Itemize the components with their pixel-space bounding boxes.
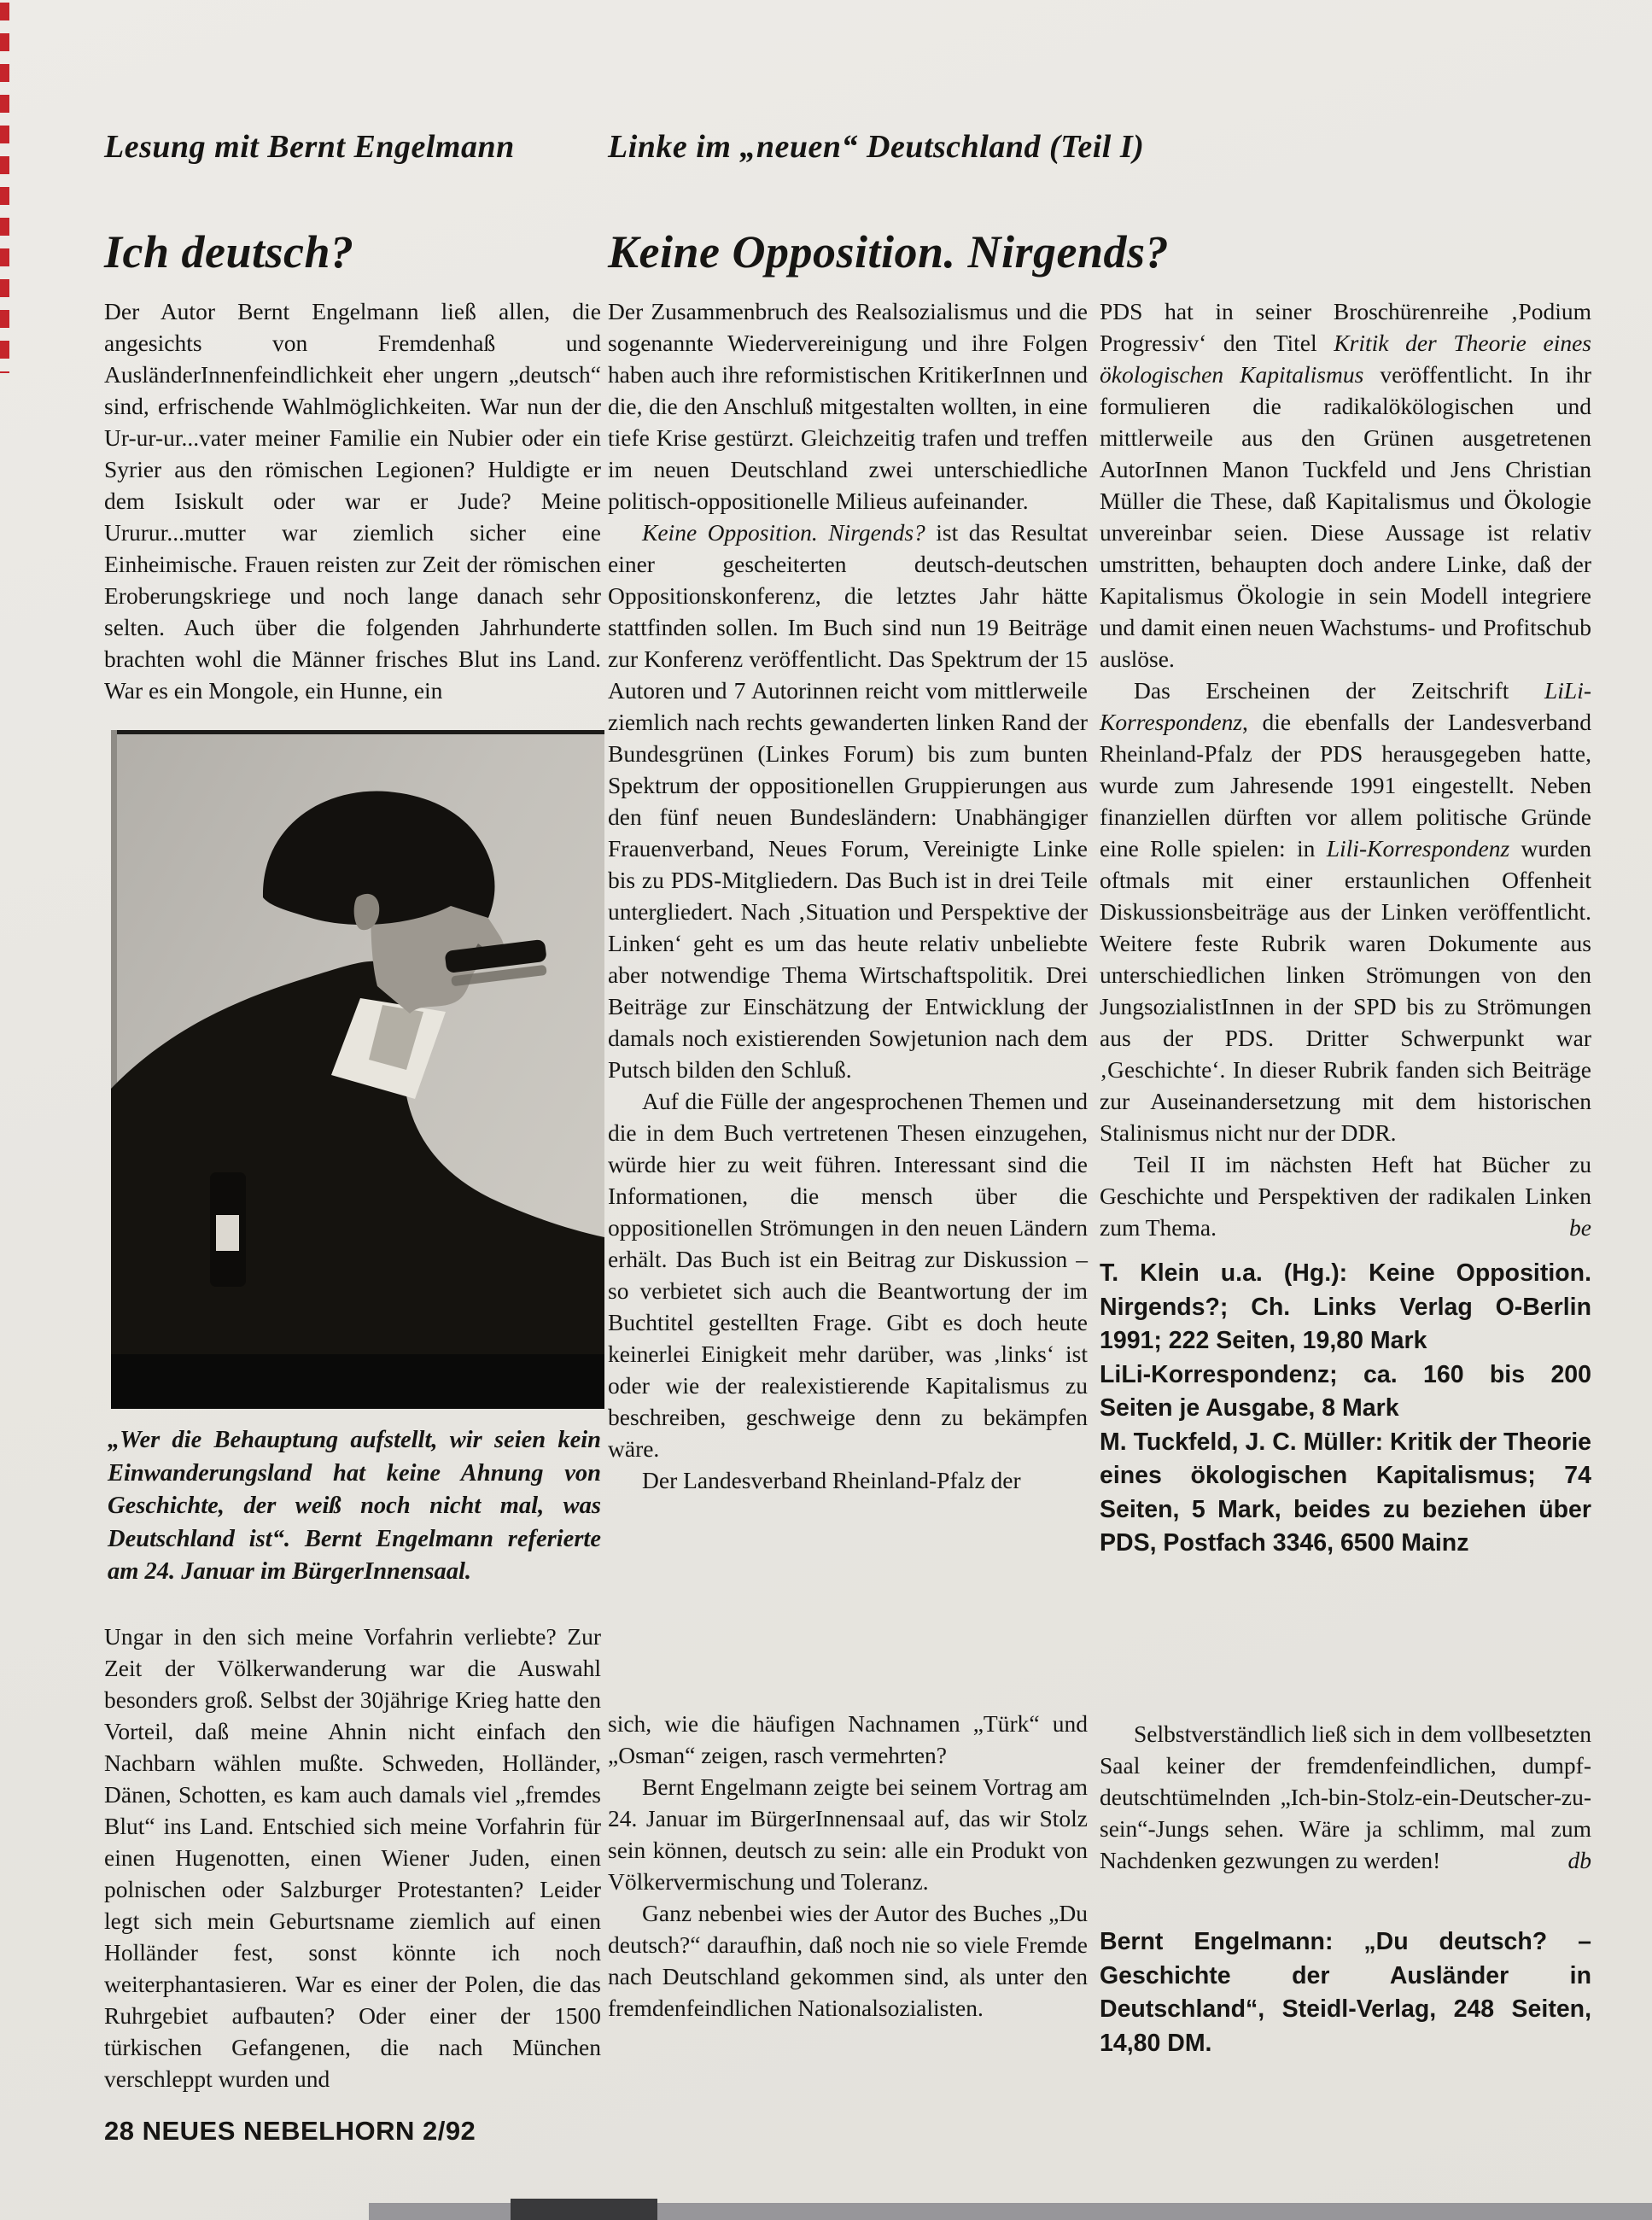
- text-run: wurden oftmals mit einer erstaunlichen Offenheit Diskussionsbeiträge aus der Linken veröffentlicht. Weitere feste Rubrik waren Dokumente aus unterschiedlichen linken Strömungen von den JungsozialistInnen in der SPD bis zu Strömungen aus der PDS. Dritter Schwerpunkt war ‚Geschichte‘. In dieser Rubrik fanden sich Beiträge zur Auseinandersetzung mit dem historischen Stalinismus nicht nur der DDR.: [1100, 835, 1591, 1146]
- italic-text-run: LiLi-Korrespondenz: [1100, 677, 1591, 735]
- registration-marks: [0, 3, 9, 373]
- book-info-block-2: [1100, 1925, 1591, 2060]
- paragraph: [1100, 675, 1591, 1148]
- paragraph: [608, 1085, 1088, 1464]
- paragraph: [1100, 1426, 1591, 1561]
- page-footer: 28 NEUES NEBELHORN 2/92: [104, 2116, 476, 2146]
- column-3: [1100, 295, 1591, 1561]
- paragraph: [608, 1771, 1088, 1897]
- text-run: Auf die Fülle der angesprochenen Themen und die in dem Buch vertretenen Thesen einzugehen, würde hier zu weit führen. Interessant sind die Informationen, die mensch über die oppositionellen Strömungen in den neuen Ländern erhält. Das Buch ist ein Beitrag zur Diskussion – so verbietet sich auch die Beantwortung der im Buchtitel gestellten Frage. Gibt es doch heute keinerlei Einigkeit mehr darüber, was ‚links‘ ist oder wie der realexistierende Kapitalismus zu beschreiben, geschweige denn zu bekämpfen wäre.: [608, 1088, 1088, 1462]
- kicker-left: Lesung mit Bernt Engelmann: [104, 129, 515, 165]
- paragraph: [104, 295, 601, 706]
- text-run: PDS hat in seiner Broschürenreihe ‚Podium Progressiv‘ den Titel: [1100, 298, 1591, 356]
- text-run: Selbstverständlich ließ sich in dem vollbesetzten Saal keiner der fremdenfeindlichen, dumpf-deutschtümelnden „Ich-bin-Stolz-ein-Deutscher-zu-sein“-Jungs sehen. Wäre ja schlimm, mal zum Nachdenken gezwungen zu werden!: [1100, 1720, 1591, 1873]
- column-1-top: [104, 295, 601, 706]
- article-title-right: Keine Opposition. Nirgends?: [608, 226, 1170, 278]
- italic-text-run: Lili-Korrespondenz: [1326, 835, 1510, 862]
- paragraph: [104, 1621, 601, 2094]
- photo-caption: [108, 1424, 601, 1589]
- column-3-bottom-text: [1100, 1718, 1591, 1876]
- text-run: , die ebenfalls der Landesverband Rheinland-Pfalz der PDS herausgegeben hatte, wurde zum Jahresende 1991 eingestellt. Neben finanziellen dürften vor allem politische Gründe eine Rolle spielen: in: [1100, 709, 1591, 862]
- text-run: T. Klein u.a. (Hg.): Keine Opposition. Nirgends?; Ch. Links Verlag O-Berlin 1991; 222 Seiten, 19,80 Mark: [1100, 1259, 1591, 1354]
- paragraph: [608, 1464, 1088, 1496]
- text-run: M. Tuckfeld, J. C. Müller: Kritik der Theorie eines ökologischen Kapitalismus; 74 Seiten, 5 Mark, beides zu beziehen über PDS, Postfach 3346, 6500 Mainz: [1100, 1428, 1591, 1557]
- paragraph: [1100, 1257, 1591, 1358]
- column-2-top: [608, 295, 1088, 1496]
- paragraph: [608, 295, 1088, 517]
- text-run: ist das Resultat einer gescheiterten deutsch-deutschen Oppositionskonferenz, die letztes Jahr hätte stattfinden sollen. Im Buch sind nun 19 Beiträge zur Konferenz veröffentlicht. Das Spektrum der 15 Autoren und 7 Autorinnen reicht vom mittlerweile ziemlich nach rechts gewanderten linken Rand der Bundesgrünen (Linkes Forum) bis zum bunten Spektrum der oppositionellen Gruppierungen aus den fünf neuen Bundesländern: Unabhängiger Frauenverband, Neues Forum, Vereinigte Linke bis zu PDS-Mitgliedern. Das Buch ist in drei Teile untergliedert. Nach ‚Situation und Perspektive der Linken‘ geht es um das heute relativ unbeliebte aber notwendige Thema Wirtschaftspolitik. Drei Beiträge zur Einschätzung der Entwicklung der damals noch existierenden Sowjetunion nach dem Putsch bilden den Schluß.: [608, 519, 1088, 1083]
- column-3-bottom: [1100, 1718, 1591, 2060]
- text-run: LiLi-Korrespondenz; ca. 160 bis 200 Seiten je Ausgabe, 8 Mark: [1100, 1360, 1591, 1422]
- text-run: Ganz nebenbei wies der Autor des Buches „Du deutsch?“ daraufhin, daß noch nie so viele Fremde nach Deutschland gekommen sind, als unter den fremdenfeindlichen Nationalsozialisten.: [608, 1900, 1088, 2021]
- text-run: Bernt Engelmann: „Du deutsch? – Geschichte der Ausländer in Deutschland“, Steidl-Verlag, 248 Seiten, 14,80 DM.: [1100, 1928, 1591, 2057]
- paragraph: [608, 1708, 1088, 1771]
- italic-text-run: Keine Opposition. Nirgends?: [642, 519, 925, 546]
- paragraph: [608, 1897, 1088, 2024]
- text-run: sich, wie die häufigen Nachnamen „Türk“ und „Osman“ zeigen, rasch vermehrten?: [608, 1710, 1088, 1768]
- text-run: Ungar in den sich meine Vorfahrin verliebte? Zur Zeit der Völkerwanderung war die Auswahl besonders groß. Selbst der 30jährige Krieg hatte den Vorteil, daß meine Ahnin nicht einfach den Nachbarn wählen mußte. Schweden, Holländer, Dänen, Schotten, es kam auch damals viel „fremdes Blut“ ins Land. Entschied sich meine Vorfahrin für einen Hugenotten, einen Wiener Juden, einen polnischen oder Salzburger Protestanten? Leider legt sich mein Geburtsname ziemlich auf einen Holländer fest, sonst könnte ich noch weiterphantasieren. War es einer der Polen, die das Ruhrgebiet aufbauten? Oder einer der 1500 türkischen Gefangenen, die nach München verschleppt wurden und: [104, 1623, 601, 2092]
- kicker-right: Linke im „neuen“ Deutschland (Teil I): [608, 129, 1145, 165]
- paragraph: [108, 1424, 601, 1589]
- column-1-bottom: [104, 1621, 601, 2094]
- paragraph: [1100, 1718, 1591, 1876]
- article-title-left: Ich deutsch?: [104, 226, 354, 278]
- column-3-top: [1100, 295, 1591, 1243]
- italic-text-run: Kritik der Theorie eines ökologischen Kapitalismus: [1100, 330, 1591, 388]
- text-run: „Wer die Behauptung aufstellt, wir seien kein Einwanderungsland hat keine Ahnung von Geschichte, der weiß noch nicht mal, was Deutschland ist“. Bernt Engelmann referierte am 24. Januar im BürgerInnensaal.: [108, 1427, 601, 1585]
- paragraph: [608, 517, 1088, 1085]
- text-run: Der Autor Bernt Engelmann ließ allen, die angesichts von Fremdenhaß und AusländerInnenfeindlichkeit eher ungern „deutsch“ sind, erfrischende Wahlmöglichkeiten. War nun der Ur-ur-ur...vater meiner Familie ein Nubier oder ein Syrier aus den römischen Legionen? Huldigte er dem Isiskult oder war er Jude? Meine Ururur...mutter war ziemlich sicher eine Einheimische. Frauen reisten zur Zeit der römischen Eroberungskriege und noch lange danach sehr selten. Auch über die folgenden Jahrhunderte brachten wohl die Männer frisches Blut ins Land. War es ein Mongole, ein Hunne, ein: [104, 298, 601, 704]
- book-info-block: [1100, 1257, 1591, 1561]
- text-run: veröffentlicht. In ihr formulieren die radikalökölogischen und mittlerweile aus den Grünen ausgetretenen AutorInnen Manon Tuckfeld und Jens Christian Müller die These, daß Kapitalismus und Ökologie unvereinbar seien. Diese Aussage ist relativ umstritten, behaupten doch andere Linke, daß der Kapitalismus Ökologie in sein Modell integriere und damit einen neuen Wachstums- und Profitschub auslöse.: [1100, 361, 1591, 672]
- paragraph: [1100, 295, 1591, 675]
- author-initials: be: [1569, 1214, 1591, 1241]
- photo-illustration: [111, 730, 604, 1409]
- text-run: Der Landesverband Rheinland-Pfalz der: [642, 1467, 1021, 1493]
- column-2-bottom: [608, 1708, 1088, 2024]
- text-run: Teil II im nächsten Heft hat Bücher zu Geschichte und Perspektiven der radikalen Linken zum Thema.: [1100, 1151, 1591, 1241]
- text-run: Das Erscheinen der Zeitschrift: [1134, 677, 1544, 704]
- scan-artifact-dark: [511, 2199, 657, 2220]
- author-initials: db: [1567, 1847, 1591, 1873]
- paragraph: [1100, 1358, 1591, 1426]
- text-run: Der Zusammenbruch des Realsozialismus und die sogenannte Wiedervereinigung und ihre Folgen haben auch ihre reformistischen KritikerInnen und die, die den Anschluß mitgestalten wollten, in eine tiefe Krise gestürzt. Gleichzeitig trafen und treffen im neuen Deutschland zwei unterschiedliche politisch-oppositionelle Milieus aufeinander.: [608, 298, 1088, 514]
- photo-bernt-engelmann: [111, 730, 604, 1409]
- paragraph: [1100, 1148, 1591, 1243]
- paragraph: [1100, 1925, 1591, 2060]
- text-run: Bernt Engelmann zeigte bei seinem Vortrag am 24. Januar im BürgerInnensaal auf, das wir Stolz sein können, deutsch zu sein: alle ein Produkt von Völkervermischung und Toleranz.: [608, 1773, 1088, 1895]
